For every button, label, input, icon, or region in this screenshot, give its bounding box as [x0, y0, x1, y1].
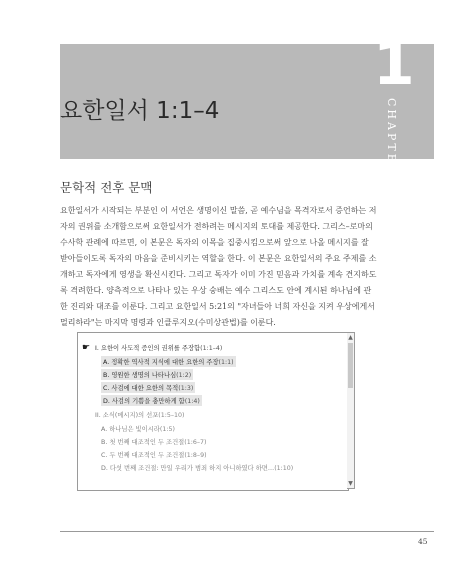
outline-item[interactable] — [101, 369, 193, 380]
outline-item-ref: (1:5) — [159, 426, 175, 433]
chapter-label: CHAPTER — [385, 98, 398, 177]
body-line: 요한일서가 시작되는 부분인 이 서언은 생명이신 말씀, 곧 예수님을 목격자로서 증언하는 저 — [60, 206, 377, 215]
outline-item-label: A. 정확한 역사적 지식에 대한 요한의 주장 — [103, 359, 219, 366]
body-line: 록 격려한다. 양측적으로 나타나 있는 우상 숭배는 예수 그리스도 안에 계시된 하나님에 관 — [60, 286, 372, 295]
outline-item-ref: (1:1–4) — [200, 345, 223, 352]
outline-item-label: D. 다섯 번째 조건절: 만일 우리가 범죄 하지 아니하였다 하면… — [101, 465, 275, 472]
outline-item-ref: (1:1) — [218, 359, 234, 366]
outline-item-label: D. 사검의 기쁨을 충만하게 함 — [103, 398, 185, 405]
outline-scrollbar[interactable] — [347, 332, 355, 489]
outline-item-ref: (1:6–7) — [184, 439, 207, 446]
pointing-hand-icon: ☛ — [82, 343, 91, 353]
outline-item[interactable] — [95, 410, 185, 419]
scroll-down-arrow-icon[interactable]: ▼ — [348, 480, 353, 487]
footer-rule — [60, 531, 434, 532]
body-line: 수사학 관례에 따르면, 이 본문은 독자의 이목을 집중시킴으로써 앞으로 나올 메시지를 잘 — [60, 238, 369, 247]
outline-item[interactable] — [95, 343, 222, 352]
outline-item-label: B. 첫 번째 대조적인 두 조건절 — [101, 439, 185, 446]
outline-item-label: I. 요한이 사도적 증인의 권위를 주장함 — [95, 345, 201, 352]
outline-item-label: B. 영원한 생명의 나타나심 — [103, 372, 177, 379]
outline-item[interactable] — [101, 450, 207, 459]
scroll-thumb[interactable] — [348, 343, 353, 388]
outline-item-ref: (1:5–10) — [158, 412, 185, 419]
outline-item-label: A. 하나님은 빛이시라 — [101, 426, 160, 433]
outline-item[interactable] — [101, 463, 293, 472]
section-title: 문학적 전후 문맥 — [60, 180, 153, 195]
outline-item-ref: (1:8–9) — [184, 452, 207, 459]
outline-item[interactable] — [101, 382, 195, 393]
outline-item-ref: (1:10) — [274, 465, 294, 472]
outline-item[interactable] — [101, 424, 175, 433]
outline-item[interactable] — [101, 356, 236, 367]
outline-item[interactable] — [101, 437, 206, 446]
chapter-number: 1 — [373, 29, 415, 99]
body-line: 받아들이도록 독자의 마음을 준비시키는 역할을 한다. 이 본문은 요한일서의 주요 주제를 소 — [60, 254, 377, 263]
outline-item-ref: (1:3) — [178, 385, 194, 392]
outline-item-label: C. 사검에 대한 요한의 목적 — [103, 385, 179, 392]
page-number: 45 — [418, 537, 428, 546]
body-line: 개하고 독자에게 영생을 확신시킨다. 그리고 독자가 이미 가진 믿음과 가치를 계속 견지하도 — [60, 270, 377, 279]
outline-item[interactable] — [101, 395, 202, 406]
outline-item-ref: (1:4) — [184, 398, 200, 405]
scroll-up-arrow-icon[interactable]: ▲ — [348, 334, 353, 341]
outline-item-label: II. 소식(메시지)의 선포 — [95, 412, 159, 419]
outline-item-ref: (1:2) — [176, 372, 192, 379]
outline-item-label: C. 두 번째 대조적인 두 조건절 — [101, 452, 185, 459]
body-line: 멀리하라"는 마지막 명령과 인클루지오(수미상관법)를 이룬다. — [60, 318, 276, 327]
chapter-title: 요한일서 1:1–4 — [60, 98, 220, 124]
body-paragraph — [60, 203, 398, 331]
body-line: 자의 권위를 소개함으로써 요한일서가 전하려는 메시지의 토대를 제공한다. 그리스–로마의 — [60, 222, 373, 231]
body-line: 한 진리와 대조를 이룬다. 그리고 요한일서 5:21의 "자녀들아 너희 자신을 지켜 우상에게서 — [60, 302, 375, 311]
